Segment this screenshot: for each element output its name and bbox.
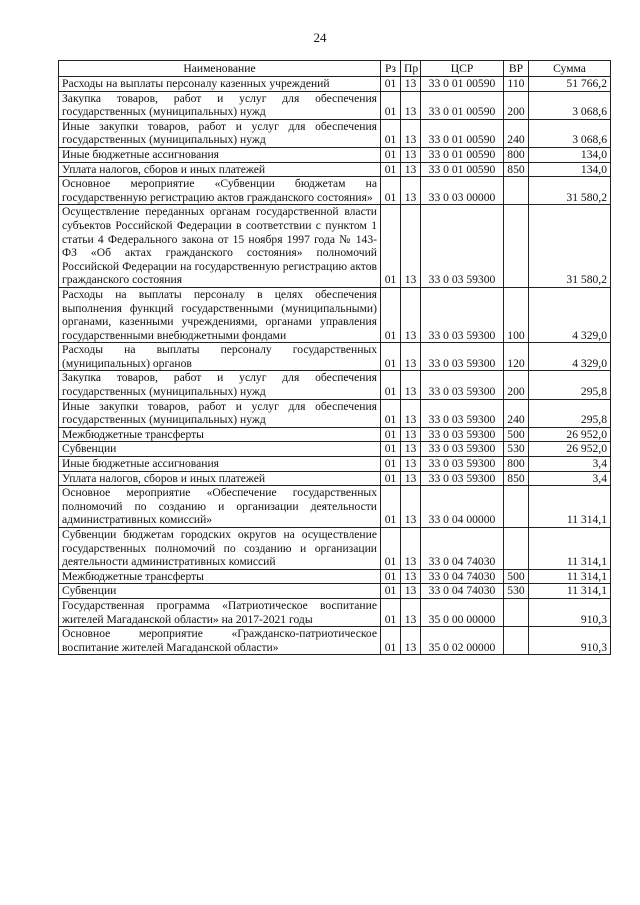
cell-sum: 295,8 — [529, 399, 611, 427]
cell-csr: 33 0 04 74030 — [421, 528, 504, 570]
cell-csr: 33 0 01 00590 — [421, 77, 504, 92]
cell-rz: 01 — [381, 177, 401, 205]
cell-pr: 13 — [401, 457, 421, 472]
cell-rz: 01 — [381, 569, 401, 584]
cell-name: Осуществление переданных органам государственной власти субъектов Российской Федерации в соответствии с пунктом 1 статьи 4 Федерального закона от 15 ноября 1997 года № 143-ФЗ «Об актах гражданского состояния» полномочий Российской Федерации на государственную регистрацию актов гражданского состояния — [59, 205, 381, 288]
cell-csr: 33 0 03 59300 — [421, 427, 504, 442]
cell-name: Закупка товаров, работ и услуг для обеспечения государственных (муниципальных) нужд — [59, 91, 381, 119]
cell-pr: 13 — [401, 442, 421, 457]
cell-rz: 01 — [381, 287, 401, 342]
cell-rz: 01 — [381, 162, 401, 177]
table-row — [59, 119, 611, 147]
header-vr: ВР — [504, 61, 529, 77]
table-row — [59, 147, 611, 162]
cell-name: Основное мероприятие «Субвенции бюджетам на государственную регистрацию актов гражданского состояния» — [59, 177, 381, 205]
table-row — [59, 205, 611, 288]
cell-name: Иные бюджетные ассигнования — [59, 457, 381, 472]
cell-pr: 13 — [401, 569, 421, 584]
cell-vr: 200 — [504, 371, 529, 399]
cell-pr: 13 — [401, 471, 421, 486]
cell-pr: 13 — [401, 177, 421, 205]
cell-sum: 26 952,0 — [529, 427, 611, 442]
header-name: Наименование — [59, 61, 381, 77]
cell-pr: 13 — [401, 162, 421, 177]
cell-csr: 33 0 03 59300 — [421, 371, 504, 399]
cell-csr: 35 0 02 00000 — [421, 627, 504, 655]
cell-rz: 01 — [381, 205, 401, 288]
table-row — [59, 91, 611, 119]
cell-sum: 11 314,1 — [529, 584, 611, 599]
cell-pr: 13 — [401, 371, 421, 399]
cell-vr: 850 — [504, 471, 529, 486]
cell-csr: 33 0 04 74030 — [421, 569, 504, 584]
cell-csr: 33 0 04 74030 — [421, 584, 504, 599]
cell-vr: 200 — [504, 91, 529, 119]
table-row — [59, 598, 611, 626]
cell-vr: 530 — [504, 584, 529, 599]
cell-name: Межбюджетные трансферты — [59, 569, 381, 584]
cell-sum: 4 329,0 — [529, 287, 611, 342]
cell-vr — [504, 528, 529, 570]
cell-rz: 01 — [381, 528, 401, 570]
cell-csr: 33 0 03 00000 — [421, 177, 504, 205]
cell-pr: 13 — [401, 598, 421, 626]
cell-rz: 01 — [381, 442, 401, 457]
cell-name: Государственная программа «Патриотическое воспитание жителей Магаданской области» на 2017-2021 годы — [59, 598, 381, 626]
cell-csr: 33 0 04 00000 — [421, 486, 504, 528]
header-sum: Сумма — [529, 61, 611, 77]
cell-pr: 13 — [401, 343, 421, 371]
cell-sum: 134,0 — [529, 147, 611, 162]
cell-csr: 33 0 01 00590 — [421, 147, 504, 162]
cell-vr: 110 — [504, 77, 529, 92]
cell-sum: 26 952,0 — [529, 442, 611, 457]
cell-pr: 13 — [401, 91, 421, 119]
cell-name: Иные закупки товаров, работ и услуг для обеспечения государственных (муниципальных) нужд — [59, 399, 381, 427]
table-row — [59, 427, 611, 442]
cell-csr: 33 0 03 59300 — [421, 287, 504, 342]
cell-pr: 13 — [401, 399, 421, 427]
table-row — [59, 371, 611, 399]
cell-csr: 33 0 03 59300 — [421, 343, 504, 371]
cell-sum: 4 329,0 — [529, 343, 611, 371]
cell-rz: 01 — [381, 147, 401, 162]
cell-sum: 910,3 — [529, 598, 611, 626]
cell-csr: 33 0 01 00590 — [421, 119, 504, 147]
cell-sum: 11 314,1 — [529, 528, 611, 570]
page-number: 24 — [313, 30, 327, 45]
cell-pr: 13 — [401, 584, 421, 599]
cell-vr — [504, 627, 529, 655]
cell-name: Уплата налогов, сборов и иных платежей — [59, 162, 381, 177]
cell-sum: 11 314,1 — [529, 569, 611, 584]
cell-vr: 850 — [504, 162, 529, 177]
cell-pr: 13 — [401, 287, 421, 342]
cell-name: Иные закупки товаров, работ и услуг для обеспечения государственных (муниципальных) нужд — [59, 119, 381, 147]
cell-sum: 11 314,1 — [529, 486, 611, 528]
cell-csr: 33 0 03 59300 — [421, 399, 504, 427]
budget-table — [58, 60, 611, 655]
cell-rz: 01 — [381, 427, 401, 442]
cell-sum: 31 580,2 — [529, 205, 611, 288]
table-row — [59, 343, 611, 371]
cell-name: Иные бюджетные ассигнования — [59, 147, 381, 162]
cell-name: Субвенции бюджетам городских округов на осуществление государственных полномочий по созданию и организации деятельности административных комиссий — [59, 528, 381, 570]
cell-vr: 240 — [504, 399, 529, 427]
cell-pr: 13 — [401, 119, 421, 147]
header-rz: Рз — [381, 61, 401, 77]
header-pr: Пр — [401, 61, 421, 77]
table-header-row — [59, 61, 611, 77]
cell-vr — [504, 486, 529, 528]
table-row — [59, 584, 611, 599]
cell-sum: 295,8 — [529, 371, 611, 399]
cell-pr: 13 — [401, 77, 421, 92]
cell-vr: 530 — [504, 442, 529, 457]
cell-name: Субвенции — [59, 442, 381, 457]
cell-rz: 01 — [381, 598, 401, 626]
table-row — [59, 457, 611, 472]
cell-rz: 01 — [381, 457, 401, 472]
cell-sum: 3,4 — [529, 457, 611, 472]
cell-vr: 800 — [504, 147, 529, 162]
cell-name: Межбюджетные трансферты — [59, 427, 381, 442]
cell-pr: 13 — [401, 486, 421, 528]
table-row — [59, 442, 611, 457]
table-row — [59, 486, 611, 528]
cell-pr: 13 — [401, 528, 421, 570]
cell-name: Расходы на выплаты персоналу в целях обеспечения выполнения функций государственными (муниципальными) органами, казенными учреждениями, органами управления государственными внебюджетными фондами — [59, 287, 381, 342]
table-row — [59, 177, 611, 205]
cell-vr: 800 — [504, 457, 529, 472]
cell-csr: 33 0 03 59300 — [421, 442, 504, 457]
table-body — [59, 77, 611, 655]
table-row — [59, 162, 611, 177]
header-csr: ЦСР — [421, 61, 504, 77]
cell-sum: 134,0 — [529, 162, 611, 177]
cell-name: Основное мероприятие «Гражданско-патриотическое воспитание жителей Магаданской области» — [59, 627, 381, 655]
cell-rz: 01 — [381, 343, 401, 371]
table-row — [59, 399, 611, 427]
cell-sum: 910,3 — [529, 627, 611, 655]
cell-rz: 01 — [381, 471, 401, 486]
cell-name: Расходы на выплаты персоналу казенных учреждений — [59, 77, 381, 92]
cell-csr: 33 0 03 59300 — [421, 471, 504, 486]
cell-rz: 01 — [381, 399, 401, 427]
table-row — [59, 528, 611, 570]
cell-name: Субвенции — [59, 584, 381, 599]
table-row — [59, 569, 611, 584]
cell-csr: 35 0 00 00000 — [421, 598, 504, 626]
cell-name: Уплата налогов, сборов и иных платежей — [59, 471, 381, 486]
cell-csr: 33 0 01 00590 — [421, 91, 504, 119]
cell-sum: 3,4 — [529, 471, 611, 486]
cell-vr: 240 — [504, 119, 529, 147]
cell-vr: 500 — [504, 569, 529, 584]
cell-pr: 13 — [401, 627, 421, 655]
table-row — [59, 471, 611, 486]
cell-vr — [504, 598, 529, 626]
cell-sum: 31 580,2 — [529, 177, 611, 205]
cell-rz: 01 — [381, 627, 401, 655]
cell-pr: 13 — [401, 427, 421, 442]
cell-csr: 33 0 01 00590 — [421, 162, 504, 177]
cell-name: Закупка товаров, работ и услуг для обеспечения государственных (муниципальных) нужд — [59, 371, 381, 399]
cell-sum: 51 766,2 — [529, 77, 611, 92]
table-row — [59, 77, 611, 92]
cell-rz: 01 — [381, 486, 401, 528]
cell-name: Основное мероприятие «Обеспечение государственных полномочий по созданию и организации деятельности административных комиссий» — [59, 486, 381, 528]
cell-csr: 33 0 03 59300 — [421, 205, 504, 288]
table-row — [59, 287, 611, 342]
cell-rz: 01 — [381, 91, 401, 119]
cell-name: Расходы на выплаты персоналу государственных (муниципальных) органов — [59, 343, 381, 371]
cell-pr: 13 — [401, 147, 421, 162]
cell-vr: 100 — [504, 287, 529, 342]
cell-sum: 3 068,6 — [529, 119, 611, 147]
cell-rz: 01 — [381, 371, 401, 399]
cell-sum: 3 068,6 — [529, 91, 611, 119]
cell-rz: 01 — [381, 584, 401, 599]
cell-pr: 13 — [401, 205, 421, 288]
cell-rz: 01 — [381, 119, 401, 147]
cell-rz: 01 — [381, 77, 401, 92]
cell-vr: 120 — [504, 343, 529, 371]
cell-csr: 33 0 03 59300 — [421, 457, 504, 472]
cell-vr: 500 — [504, 427, 529, 442]
cell-vr — [504, 205, 529, 288]
table-row — [59, 627, 611, 655]
cell-vr — [504, 177, 529, 205]
